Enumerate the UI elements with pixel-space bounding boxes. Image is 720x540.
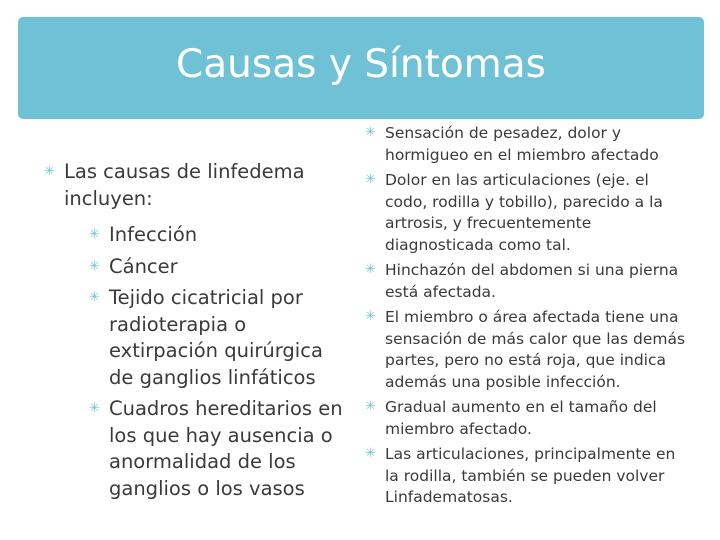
causes-list — [44, 159, 344, 502]
slide-title: Causas y Síntomas — [176, 42, 546, 87]
symptom-text: Las articulaciones, principalmente en la rodilla, también se pueden volver Linfadematosas. — [385, 445, 676, 506]
cause-text: Cáncer — [109, 254, 178, 278]
asterisk-bullet-icon: ✳ — [365, 172, 376, 187]
asterisk-bullet-icon: ✳ — [89, 401, 100, 416]
cause-text: Infección — [109, 223, 198, 246]
asterisk-bullet-icon: ✳ — [44, 164, 55, 179]
symptom-item — [365, 260, 691, 303]
symptom-text: Gradual aumento en el tamaño del miembro afectado. — [385, 398, 657, 438]
causes-intro-item — [44, 159, 344, 502]
title-banner — [18, 17, 704, 119]
symptom-text: Sensación de pesadez, dolor y hormigueo en el miembro afectado — [385, 124, 659, 164]
asterisk-bullet-icon: ✳ — [89, 258, 100, 274]
asterisk-bullet-icon: ✳ — [365, 309, 376, 324]
symptom-item — [365, 444, 691, 509]
symptom-item — [365, 397, 691, 440]
asterisk-bullet-icon: ✳ — [89, 227, 100, 242]
cause-item — [64, 222, 344, 249]
causes-sublist — [64, 222, 344, 502]
cause-text: Tejido cicatricial por radioterapia o extirpación quirúrgica de ganglios linfáticos — [109, 286, 323, 389]
symptom-text: El miembro o área afectada tiene una sensación de más calor que las demás partes, pero no está roja, que indica además una posible infección. — [385, 308, 686, 391]
symptom-item — [365, 170, 691, 256]
causes-column — [44, 159, 344, 507]
symptom-text: Dolor en las articulaciones (eje. el codo, rodilla y tobillo), parecido a la artrosis, y frecuentemente diagnosticada como tal. — [385, 171, 663, 254]
symptoms-list — [365, 123, 691, 509]
cause-item — [64, 396, 344, 502]
symptom-item — [365, 123, 691, 166]
causes-intro-text: Las causas de linfedema incluyen: — [64, 160, 305, 210]
cause-item — [64, 254, 344, 281]
symptoms-column — [365, 123, 691, 513]
asterisk-bullet-icon: ✳ — [365, 262, 376, 277]
symptom-text: Hinchazón del abdomen si una pierna está afectada. — [385, 261, 679, 301]
asterisk-bullet-icon: ✳ — [365, 399, 376, 414]
asterisk-bullet-icon: ✳ — [365, 125, 376, 140]
cause-item — [64, 285, 344, 391]
cause-text: Cuadros hereditarios en los que hay ausencia o anormalidad de los ganglios o los vasos — [109, 397, 343, 500]
symptom-item — [365, 307, 691, 393]
asterisk-bullet-icon: ✳ — [365, 446, 376, 461]
asterisk-bullet-icon: ✳ — [89, 290, 100, 305]
